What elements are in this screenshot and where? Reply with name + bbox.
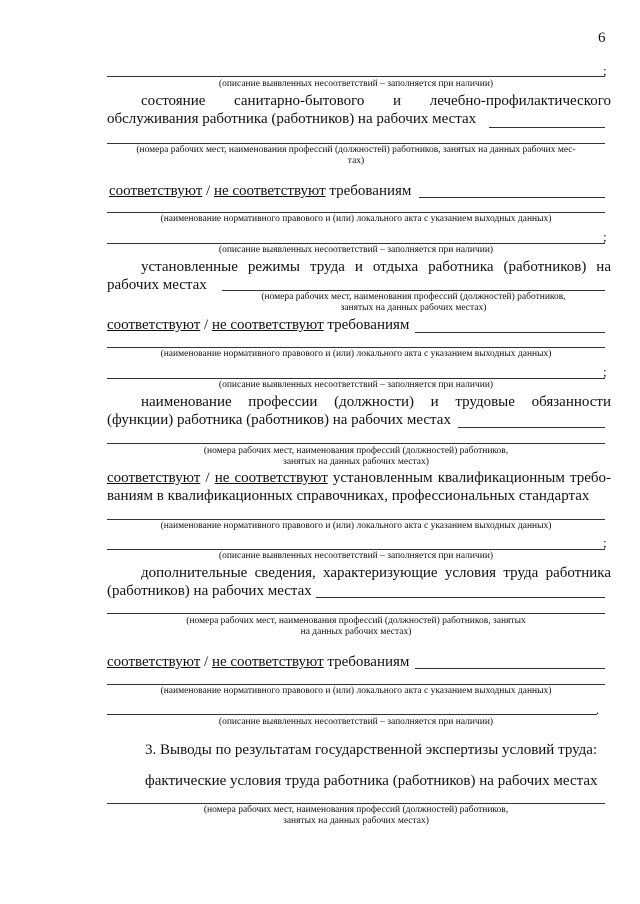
blank-line [107,684,605,685]
semicolon: ; [603,364,607,379]
caption-workplaces: (номера рабочих мест, наименования профессий (должностей) работников, занятых на данных рабочих мес- [136,145,576,155]
word-compliant: соответствуют [107,470,201,486]
blank-line [107,212,605,213]
word-requirements: требованиям [327,317,410,333]
caption-normative-act: (наименование нормативного правового и (или) локального акта с указанием выходных данных) [160,349,552,359]
caption-workplaces-l2: на данных рабочих местах) [300,627,412,637]
slash: / [200,470,215,486]
compliance-line [107,316,409,335]
word-noncompliant: не соответствуют [211,654,324,670]
period: . [596,702,600,717]
blank-line [107,519,605,520]
conclusions-heading: 3. Выводы по результатам государственной экспертизы условий труда: [145,742,598,758]
compliance-line [107,653,409,672]
caption-mismatch: (описание выявленных несоответствий – заполняется при наличии) [218,717,494,727]
caption-normative-act: (наименование нормативного правового и (или) локального акта с указанием выходных данных) [160,686,552,696]
caption-workplaces-l1: (номера рабочих мест, наименования профессий (должностей) работников, [203,805,509,815]
caption-workplaces-l1: (номера рабочих мест, наименования профессий (должностей) работников, [203,446,509,456]
section-regime-line1: установленные режимы труда и отдыха работника (работников) на [141,259,611,275]
word-noncompliant: не соответствуют [211,317,324,333]
compliance-qualification-line2: ваниям в квалификационных справочниках, профессиональных стандартах [107,488,590,504]
qualification-tail: установленным квалификационным требо- [332,470,611,486]
word-requirements: требованиям [327,654,410,670]
caption-workplaces-l1: (номера рабочих мест, наименования профессий (должностей) работников, занятых [186,616,526,626]
blank-line [107,714,597,715]
section-sanitary-line1: состояние санитарно-бытового и лечебно-профилактического [141,93,611,109]
blank-line [415,668,605,669]
caption-normative-act: (наименование нормативного правового и (или) локального акта с указанием выходных данных) [160,521,552,531]
blank-line [415,332,605,333]
caption-mismatch: (описание выявленных несоответствий – заполняется при наличии) [218,551,494,561]
caption-mismatch: (описание выявленных несоответствий – заполняется при наличии) [218,79,494,89]
section-sanitary-line2: обслуживания работника (работников) на рабочих местах [107,111,477,127]
compliance-qualification-line1 [107,469,611,488]
word-noncompliant: не соответствуют [213,183,326,199]
semicolon: ; [603,63,607,78]
word-requirements: требованиям [329,183,412,199]
page-number: 6 [598,30,606,46]
section-additional-line2: (работников) на рабочих местах [107,583,312,599]
section-profession-line2: (функции) работника (работников) на рабочих местах [107,412,451,428]
blank-line [316,597,605,598]
slash: / [200,654,212,670]
blank-line [107,613,605,614]
section-additional-line1: дополнительные сведения, характеризующие условия труда работника [141,565,611,581]
blank-line [107,243,605,244]
compliance-line [109,182,411,201]
slash: / [202,183,214,199]
blank-line [107,76,605,77]
caption-workplaces-l2: занятых на данных рабочих местах) [283,816,429,826]
caption-workplaces-l2: занятых на данных рабочих местах) [283,457,429,467]
blank-line [107,347,605,348]
blank-line [107,803,605,804]
blank-line [107,378,605,379]
word-compliant: соответствуют [107,654,201,670]
word-noncompliant: не соответствуют [214,470,328,486]
section-profession-line1: наименование профессии (должности) и трудовые обязанности [141,394,611,410]
blank-line [107,443,605,444]
blank-line [458,427,605,428]
caption-workplaces-tail: тах) [347,156,365,166]
section-regime-line2: рабочих местах [107,277,207,293]
caption-normative-act: (наименование нормативного правового и (или) локального акта с указанием выходных данных) [160,214,552,224]
semicolon: ; [603,229,607,244]
blank-line [107,143,605,144]
semicolon: ; [603,535,607,550]
caption-mismatch: (описание выявленных несоответствий – заполняется при наличии) [218,245,494,255]
slash: / [200,317,212,333]
word-compliant: соответствуют [109,183,203,199]
blank-line [222,290,605,291]
actual-conditions-line: фактические условия труда работника (работников) на рабочих местах [145,773,598,789]
caption-workplaces-l2: занятых на данных рабочих местах) [340,303,487,313]
caption-mismatch: (описание выявленных несоответствий – заполняется при наличии) [218,380,494,390]
caption-workplaces-l1: (номера рабочих мест, наименования профессий (должностей) работников, [261,292,566,302]
blank-line [419,197,605,198]
word-compliant: соответствуют [107,317,201,333]
blank-line [107,549,605,550]
blank-line [489,127,605,128]
